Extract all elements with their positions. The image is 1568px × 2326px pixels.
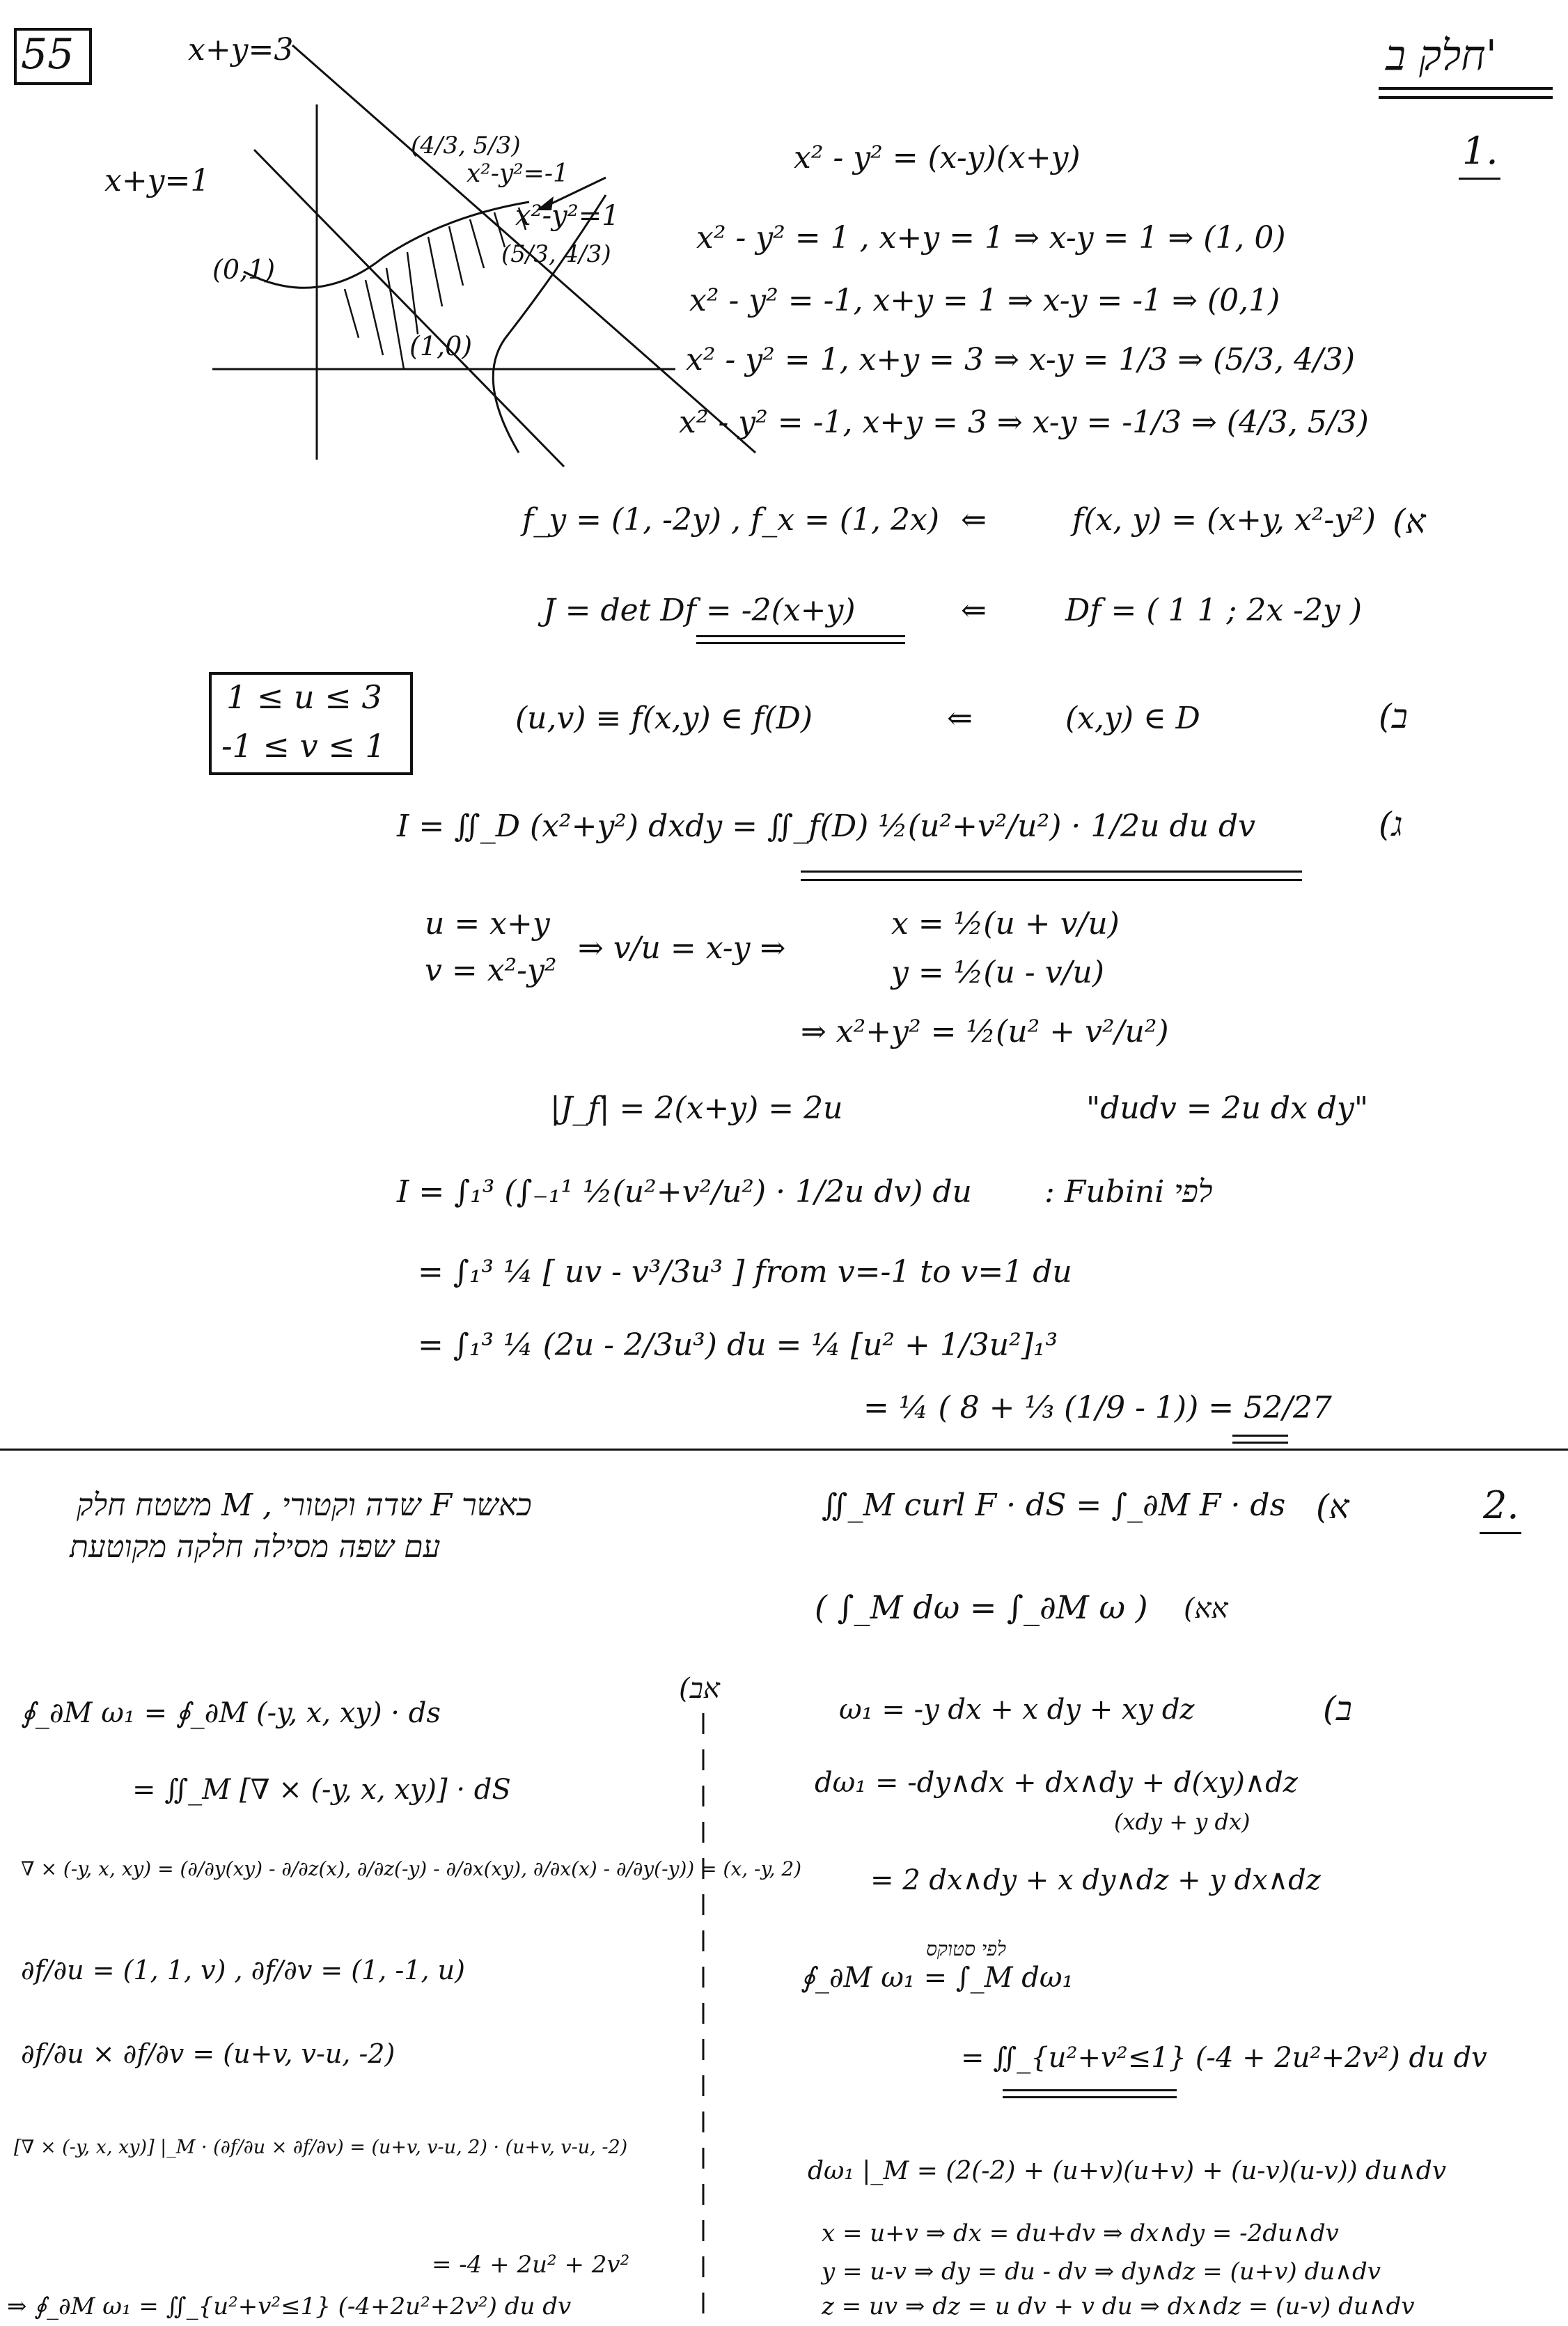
q1-a-arrow: ⇐: [961, 502, 987, 538]
q1-b-label: (ב: [1379, 697, 1408, 736]
q1-line-3: x² - y² = -1, x+y = 1 ⇒ x-y = -1 ⇒ (0,1): [689, 283, 1280, 318]
fubini-integral: I = ∫₁³ (∫₋₁¹ ½(u²+v²/u²) · 1/2u dv) du: [397, 1174, 972, 1210]
label-hyperbola-neg1: x²-y²=-1: [467, 159, 569, 188]
q2-right-8: x = u+v ⇒ dx = du+dv ⇒ dx∧dy = -2du∧dv: [822, 2219, 1339, 2247]
q2-right-7: dω₁ |_M = (2(-2) + (u+v)(u+v) + (u-v)(u-v)) du∧dv: [808, 2157, 1447, 2185]
label-point-5-3-4-3: (5/3, 4/3): [501, 240, 611, 268]
stokes-condition-2: עם שפה מסילה חלקה מקוטעת: [70, 1529, 441, 1565]
q1-line-5: x² - y² = -1, x+y = 3 ⇒ x-y = -1/3 ⇒ (4/3, 5/3): [679, 405, 1369, 440]
q2-a-label: (א: [1316, 1488, 1349, 1527]
q1-a-derivative-matrix: Df = ( 1 1 ; 2x -2y ): [1065, 593, 1362, 628]
q1-underline: [1459, 178, 1500, 180]
general-stokes-label: (אא: [1184, 1593, 1228, 1625]
fubini-note: : Fubini לפי: [1044, 1174, 1213, 1210]
label-hyperbola-pos1: x²-y²=1: [515, 200, 620, 232]
answer-underline-2: [1232, 1442, 1288, 1444]
label-x-plus-y-3: x+y=3: [188, 32, 294, 68]
q2-mid-label: (אב: [679, 1673, 720, 1705]
q2-right-5: ∮_∂M ω₁ = ∫_M dω₁: [801, 1962, 1074, 1994]
step-2: = ∫₁³ ¼ (2u - 2/3u³) du = ¼ [u² + 1/3u²]₁³: [418, 1327, 1058, 1363]
q2-right-4: = 2 dx∧dy + x dy∧dz + y dx∧dz: [870, 1864, 1321, 1896]
q2-right-2: dω₁ = -dy∧dx + dx∧dy + d(xy)∧dz: [815, 1767, 1298, 1799]
q1-b-arrow: ⇐: [947, 701, 973, 736]
label-point-0-1: (0,1): [212, 254, 276, 285]
q2-right-10: z = uv ⇒ dz = u dv + v du ⇒ dx∧dz = (u-v) du∧dv: [822, 2293, 1415, 2320]
q2-b-label: (ב: [1323, 1689, 1352, 1728]
part-underline-2: [1379, 96, 1553, 99]
sol-y: y = ½(u - v/u): [891, 955, 1104, 990]
q1-c-underline-2: [801, 879, 1302, 881]
q2-left-1: ∮_∂M ω₁ = ∮_∂M (-y, x, xy) · ds: [21, 1697, 441, 1729]
step-1: = ∫₁³ ¼ [ uv - v³/3u³ ] from v=-1 to v=1 du: [418, 1254, 1072, 1290]
part-underline-1: [1379, 87, 1553, 90]
q2-left-3: ∇ × (-y, x, xy) = (∂/∂y(xy) - ∂/∂z(x), ∂/∂z(-y) - ∂/∂x(xy), ∂/∂x(x) - ∂/∂y(-y)) = (x, -y, 2): [21, 1857, 802, 1880]
page-number: 55: [21, 30, 75, 79]
label-point-1-0: (1,0): [409, 331, 473, 361]
q1-a-partials: f_y = (1, -2y) , f_x = (1, 2x): [522, 502, 940, 538]
q2-right-underline-2: [1003, 2096, 1177, 2098]
q1-c-integral: I = ∬_D (x²+y²) dxdy = ∬_f(D) ½(u²+v²/u²) · 1/2u du dv: [397, 809, 1256, 844]
sum-squares: ⇒ x²+y² = ½(u² + v²/u²): [801, 1014, 1169, 1049]
jacobian-abs: |J_f| = 2(x+y) = 2u: [550, 1091, 843, 1126]
q2-underline: [1480, 1532, 1521, 1534]
q2-left-7: = -4 + 2u² + 2v²: [432, 2251, 630, 2279]
stokes-condition-1: כאשר F שדה וקטורי , M משטח חלק: [77, 1488, 532, 1523]
section-divider: [0, 1449, 1568, 1451]
q2-left-5: ∂f/∂u × ∂f/∂v = (u+v, v-u, -2): [21, 2038, 395, 2069]
u-range: 1 ≤ u ≤ 3: [226, 678, 382, 716]
region-graph: [118, 28, 773, 474]
sub-mid: ⇒ v/u = x-y ⇒: [578, 930, 786, 966]
general-stokes: ( ∫_M dω = ∫_∂M ω ): [815, 1589, 1148, 1626]
sub-u: u = x+y: [425, 906, 550, 942]
q1-c-label: (ג: [1379, 805, 1403, 844]
q1-a-label: (א: [1393, 502, 1426, 541]
q1-a-arrow-2: ⇐: [961, 593, 987, 628]
jacobian-quote: "dudv = 2u dx dy": [1086, 1091, 1369, 1126]
q1-b-rhs: (x,y) ∈ D: [1065, 701, 1200, 736]
question-2-number: 2.: [1483, 1483, 1519, 1527]
question-1-number: 1.: [1462, 129, 1498, 173]
label-x-plus-y-1: x+y=1: [104, 163, 210, 198]
q2-left-8: ⇒ ∮_∂M ω₁ = ∬_{u²+v²≤1} (-4+2u²+2v²) du dv: [7, 2293, 572, 2320]
stokes-formula: ∬_M curl F · dS = ∫_∂M F · ds: [822, 1488, 1286, 1523]
sol-x: x = ½(u + v/u): [891, 906, 1120, 942]
q2-right-9: y = u-v ⇒ dy = du - dv ⇒ dy∧dz = (u+v) du∧dv: [822, 2258, 1381, 2286]
q1-b-lhs: (u,v) ≡ f(x,y) ∈ f(D): [515, 701, 813, 736]
q1-a-jacobian: J = det Df = -2(x+y): [543, 593, 856, 628]
answer-underline-1: [1232, 1435, 1288, 1437]
label-point-4-3-5-3: (4/3, 5/3): [411, 132, 521, 159]
step-3: = ¼ ( 8 + ⅓ (1/9 - 1)) = 52/27: [863, 1390, 1332, 1426]
q1-line-4: x² - y² = 1, x+y = 3 ⇒ x-y = 1/3 ⇒ (5/3, 4/3): [686, 342, 1355, 377]
q2-left-4: ∂f/∂u = (1, 1, v) , ∂f/∂v = (1, -1, u): [21, 1955, 465, 1985]
v-range: -1 ≤ v ≤ 1: [221, 727, 386, 765]
hyperbola-pos1: [493, 195, 606, 453]
q2-right-underline-1: [1003, 2089, 1177, 2091]
q1-line-2: x² - y² = 1 , x+y = 1 ⇒ x-y = 1 ⇒ (1, 0): [696, 220, 1286, 256]
jacobian-underline-2: [696, 642, 905, 644]
q2-left-6: [∇ × (-y, x, xy)] |_M · (∂f/∂u × ∂f/∂v) = (u+v, v-u, 2) · (u+v, v-u, -2): [14, 2137, 628, 2158]
q1-line-1: x² - y² = (x-y)(x+y): [794, 140, 1081, 175]
column-divider: [696, 1713, 710, 2326]
line-x-plus-y-1: [254, 150, 564, 467]
q2-left-2: = ∬_M [∇ × (-y, x, xy)] · dS: [132, 1774, 511, 1806]
part-title: חלק ב': [1386, 31, 1498, 80]
q1-a-map: f(x, y) = (x+y, x²-y²): [1072, 502, 1376, 538]
q2-right-6: = ∬_{u²+v²≤1} (-4 + 2u²+2v²) du dv: [961, 2042, 1487, 2074]
q1-c-underline-1: [801, 871, 1302, 873]
jacobian-underline-1: [696, 635, 905, 637]
q2-right-1: ω₁ = -y dx + x dy + xy dz: [839, 1694, 1195, 1726]
sub-v: v = x²-y²: [425, 953, 557, 988]
q2-right-3: (xdy + y dx): [1114, 1809, 1251, 1835]
q2-right-stokes-note: לפי סטוקס: [926, 1937, 1006, 1960]
